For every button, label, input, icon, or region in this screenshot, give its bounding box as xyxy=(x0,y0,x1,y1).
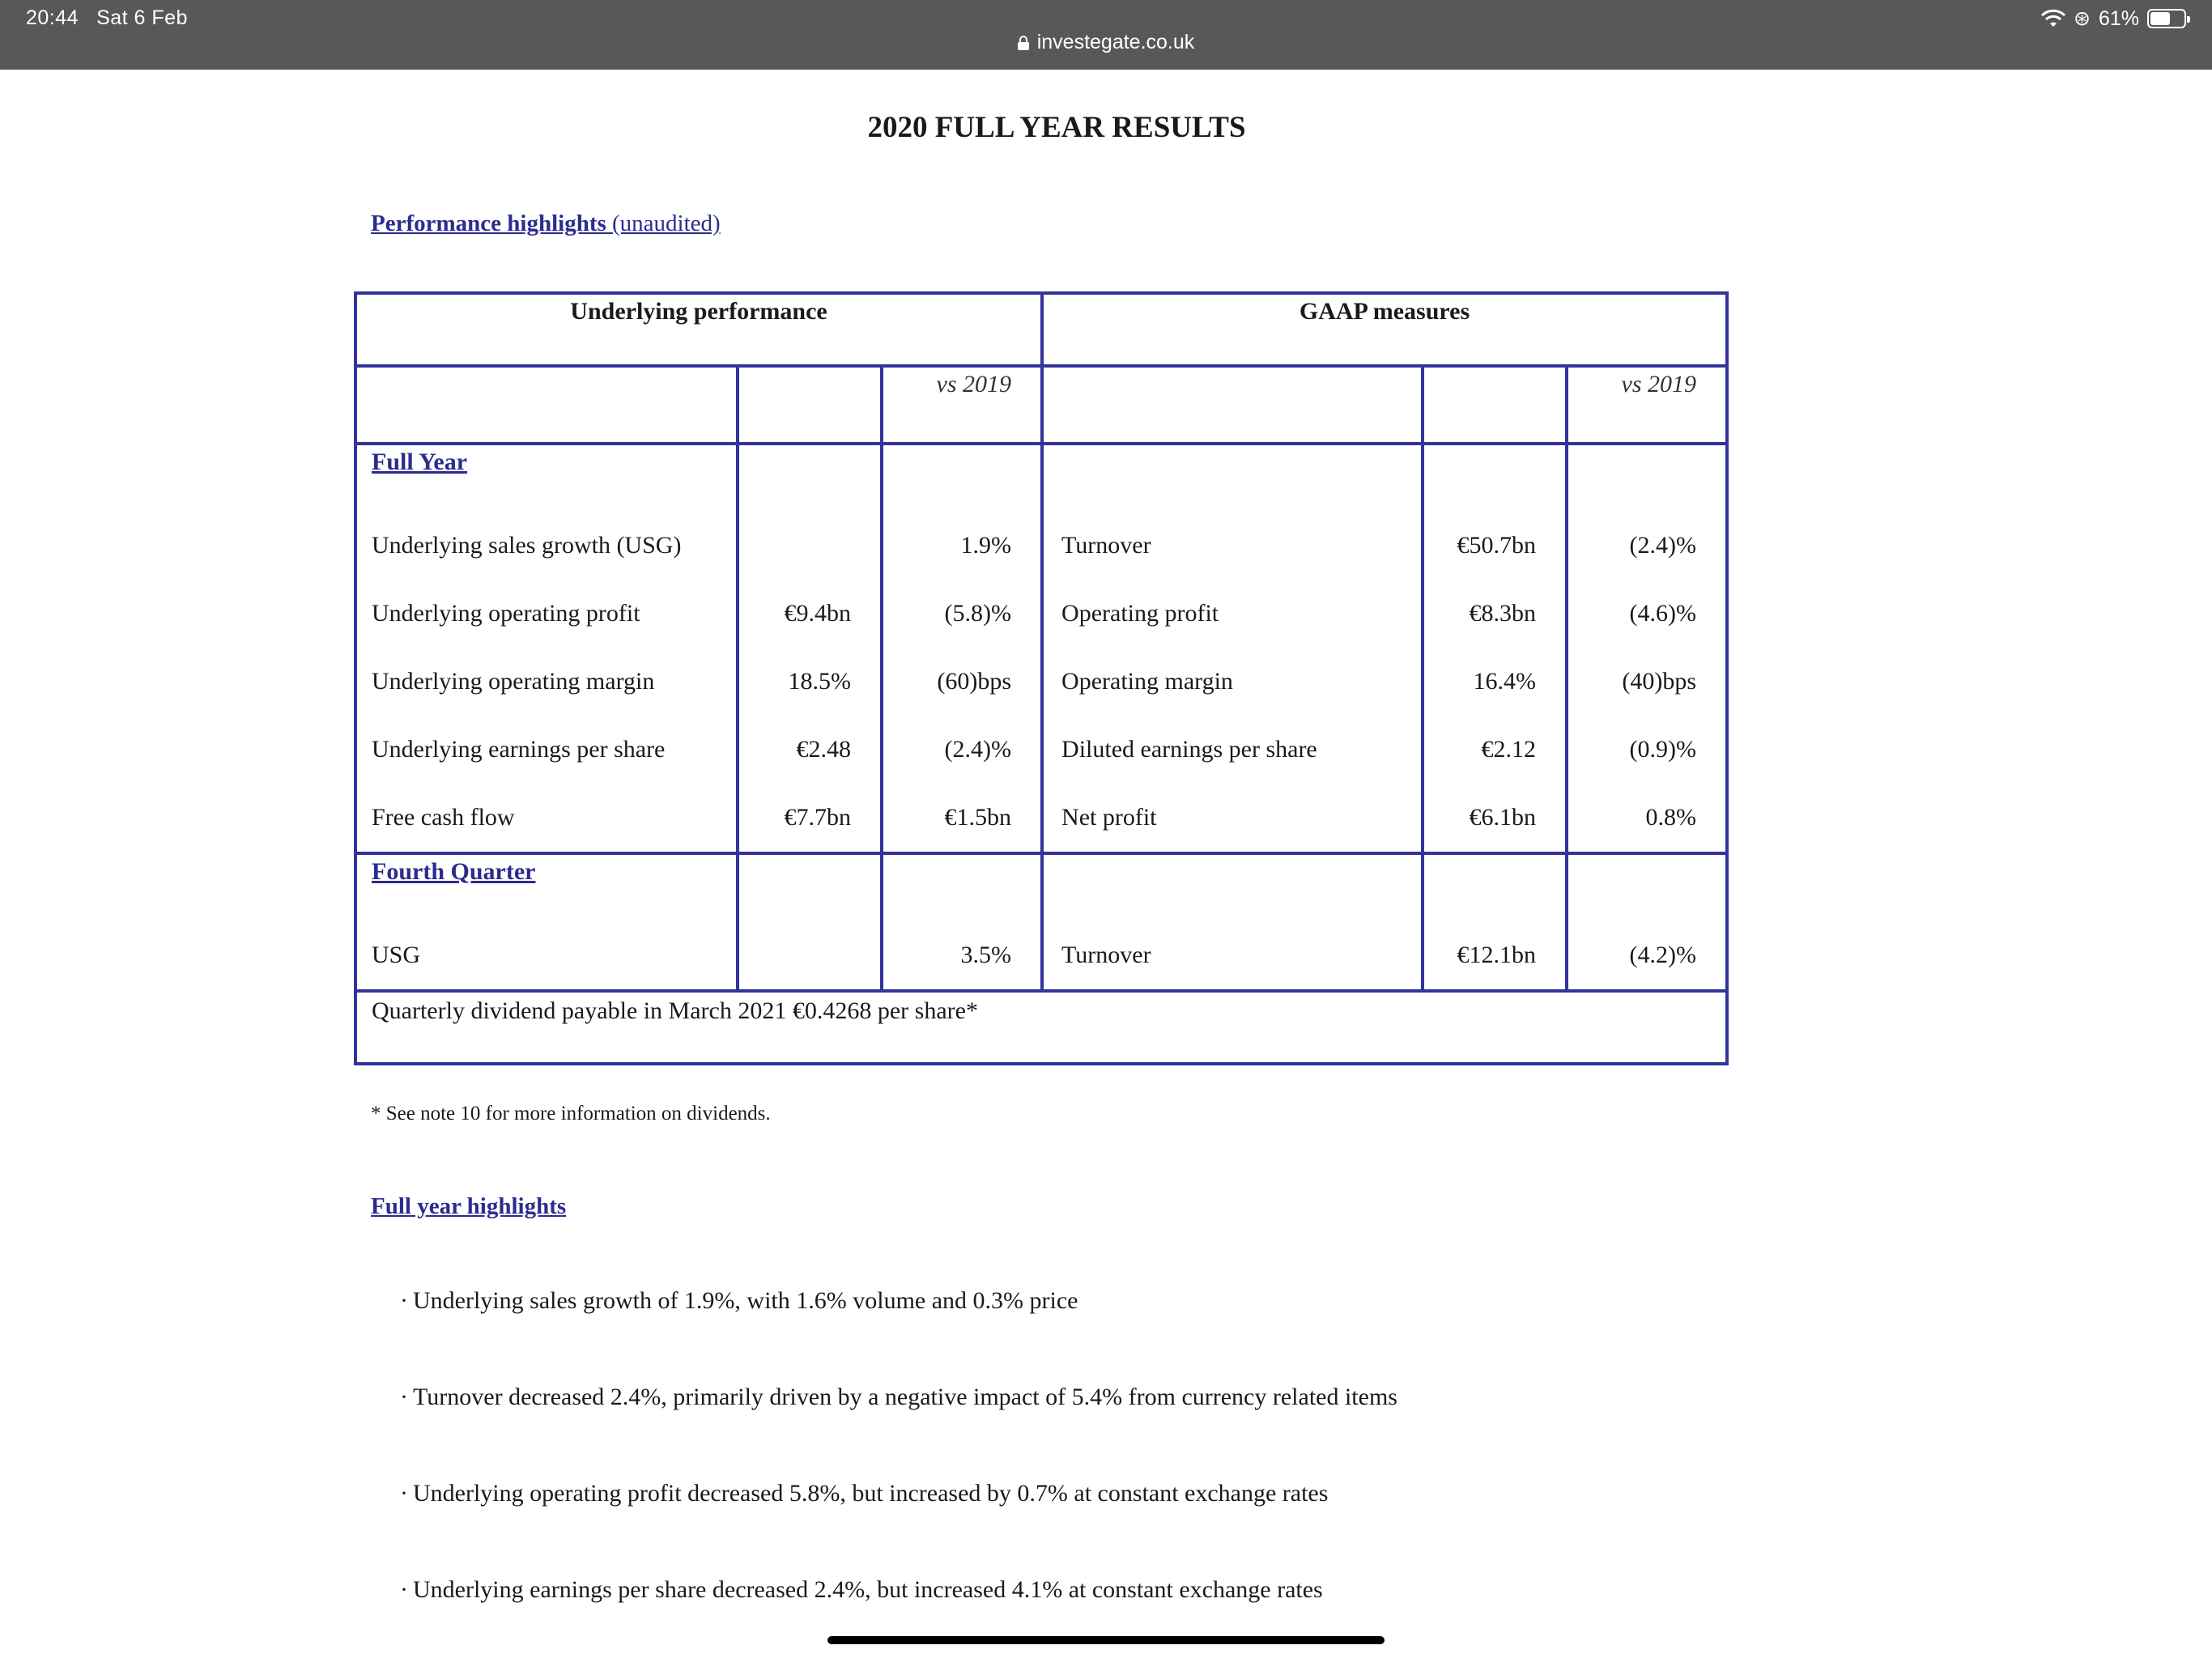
status-time: 20:44 xyxy=(26,6,79,29)
row-value xyxy=(738,512,882,580)
performance-highlights-heading[interactable] xyxy=(371,210,721,237)
gaap-vs-2019: (40)bps xyxy=(1567,648,1727,716)
gaap-vs-2019: (2.4)% xyxy=(1567,512,1727,580)
list-item xyxy=(400,1287,1397,1384)
fourth-quarter-link[interactable]: Fourth Quarter xyxy=(372,858,536,885)
bullet-text: Underlying operating profit decreased 5.8%, but increased by 0.7% at constant exchange rates xyxy=(413,1480,1329,1507)
table-row xyxy=(355,580,1727,648)
gaap-value: €2.12 xyxy=(1423,716,1567,784)
subheader-blank xyxy=(1042,366,1423,444)
gaap-value: €8.3bn xyxy=(1423,580,1567,648)
subheader-blank xyxy=(1423,366,1567,444)
gaap-label: Turnover xyxy=(1042,512,1423,580)
wifi-icon xyxy=(2041,9,2065,28)
status-left xyxy=(26,6,188,30)
status-right xyxy=(2041,6,2186,31)
full-year-highlights-heading[interactable]: Full year highlights xyxy=(371,1193,567,1219)
row-label: Underlying operating profit xyxy=(355,580,738,648)
row-vs-2019: 3.5% xyxy=(882,921,1042,991)
battery-icon xyxy=(2147,9,2186,28)
gaap-vs-2019: (0.9)% xyxy=(1567,716,1727,784)
gaap-vs-2019: (4.6)% xyxy=(1567,580,1727,648)
battery-percent: 61% xyxy=(2098,6,2139,30)
gaap-value: €50.7bn xyxy=(1423,512,1567,580)
dividend-footnote: * See note 10 for more information on dividends. xyxy=(371,1103,771,1124)
fourth-quarter-section-cell xyxy=(355,853,738,921)
gaap-value: €12.1bn xyxy=(1423,921,1567,991)
gaap-label: Net profit xyxy=(1042,784,1423,853)
home-indicator[interactable] xyxy=(827,1636,1385,1644)
header-gaap-measures: GAAP measures xyxy=(1042,293,1727,366)
row-value: 18.5% xyxy=(738,648,882,716)
row-label: Underlying operating margin xyxy=(355,648,738,716)
subheader-vs-2019-underlying: vs 2019 xyxy=(882,366,1042,444)
performance-table xyxy=(354,291,1729,1065)
list-item xyxy=(400,1480,1397,1576)
bullet-icon: · xyxy=(400,1576,408,1603)
table-row xyxy=(355,784,1727,853)
row-vs-2019: (2.4)% xyxy=(882,716,1042,784)
gaap-vs-2019: (4.2)% xyxy=(1567,921,1727,991)
row-value: €9.4bn xyxy=(738,580,882,648)
full-year-section-cell xyxy=(355,444,738,512)
url-text[interactable]: investegate.co.uk xyxy=(1036,31,1195,53)
gaap-label: Diluted earnings per share xyxy=(1042,716,1423,784)
row-vs-2019: 1.9% xyxy=(882,512,1042,580)
table-row xyxy=(355,716,1727,784)
row-vs-2019: €1.5bn xyxy=(882,784,1042,853)
row-value xyxy=(738,921,882,991)
subheader-blank xyxy=(355,366,738,444)
row-label: Free cash flow xyxy=(355,784,738,853)
orientation-lock-icon: ⊛ xyxy=(2074,7,2091,30)
highlights-list xyxy=(400,1287,1397,1658)
row-vs-2019: (5.8)% xyxy=(882,580,1042,648)
bullet-text: Turnover decreased 2.4%, primarily driven by a negative impact of 5.4% from currency related items xyxy=(413,1384,1397,1410)
list-item xyxy=(400,1384,1397,1480)
browser-top-bar xyxy=(0,0,2212,70)
gaap-value: 16.4% xyxy=(1423,648,1567,716)
status-date: Sat 6 Feb xyxy=(96,6,188,29)
full-year-link[interactable]: Full Year xyxy=(372,449,468,475)
address-bar[interactable] xyxy=(0,31,2212,54)
bullet-icon: · xyxy=(400,1287,408,1314)
bullet-text: Underlying earnings per share decreased 2.4%, but increased 4.1% at constant exchange rates xyxy=(413,1576,1323,1603)
gaap-label: Operating profit xyxy=(1042,580,1423,648)
row-label: Underlying sales growth (USG) xyxy=(355,512,738,580)
dividend-row: Quarterly dividend payable in March 2021 €0.4268 per share* xyxy=(355,991,1727,1064)
bullet-text: Underlying sales growth of 1.9%, with 1.6% volume and 0.3% price xyxy=(413,1287,1078,1314)
gaap-label: Turnover xyxy=(1042,921,1423,991)
lock-icon xyxy=(1018,36,1029,50)
row-value: €7.7bn xyxy=(738,784,882,853)
row-label: USG xyxy=(355,921,738,991)
row-value: €2.48 xyxy=(738,716,882,784)
list-item xyxy=(400,1576,1397,1658)
bullet-icon: · xyxy=(400,1384,408,1410)
gaap-vs-2019: 0.8% xyxy=(1567,784,1727,853)
subheader-blank xyxy=(738,366,882,444)
page-title: 2020 FULL YEAR RESULTS xyxy=(867,111,1246,144)
row-vs-2019: (60)bps xyxy=(882,648,1042,716)
bullet-icon: · xyxy=(400,1480,408,1507)
table-row xyxy=(355,512,1727,580)
performance-highlights-link[interactable]: Performance highlights xyxy=(371,210,606,236)
unaudited-note[interactable]: (unaudited) xyxy=(612,210,721,236)
table-row xyxy=(355,648,1727,716)
table-row xyxy=(355,921,1727,991)
subheader-vs-2019-gaap: vs 2019 xyxy=(1567,366,1727,444)
header-underlying-performance: Underlying performance xyxy=(355,293,1042,366)
gaap-label: Operating margin xyxy=(1042,648,1423,716)
row-label: Underlying earnings per share xyxy=(355,716,738,784)
gaap-value: €6.1bn xyxy=(1423,784,1567,853)
